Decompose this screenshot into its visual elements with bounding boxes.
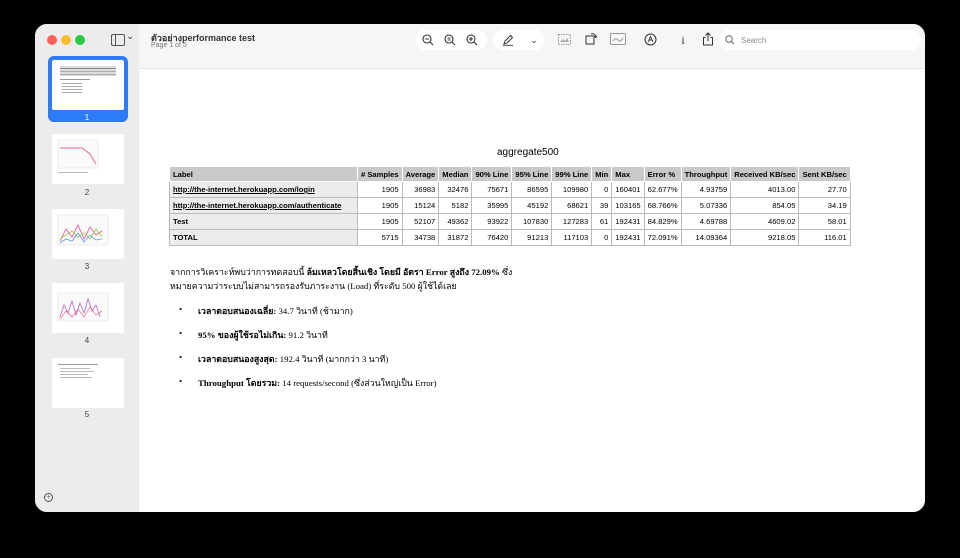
info-icon[interactable]: i <box>681 33 685 47</box>
thumbnail-sidebar <box>35 24 140 512</box>
table-cell: 32476 <box>439 182 472 198</box>
table-cell: 39 <box>592 198 612 214</box>
page-thumbnail-3[interactable] <box>52 209 124 259</box>
table-cell: 4.93759 <box>681 182 731 198</box>
page-number: 2 <box>84 188 90 197</box>
col-header: Min <box>592 167 612 182</box>
table-cell: 116.01 <box>799 230 850 246</box>
image-select-icon[interactable] <box>558 34 571 45</box>
table-cell: 75671 <box>472 182 512 198</box>
table-cell: 1905 <box>358 214 403 230</box>
table-cell: 854.05 <box>731 198 799 214</box>
table-cell: 109980 <box>552 182 592 198</box>
table-cell: 9218.05 <box>731 230 799 246</box>
col-header: Received KB/sec <box>731 167 799 182</box>
summary-emphasis: ล้มเหลวโดยสิ้นเชิง โดยมี อัตรา Error สูงถึง 72.09% <box>304 267 500 277</box>
bullet-icon: • <box>179 328 183 338</box>
bullet-label: Throughput โดยรวม: <box>198 378 280 388</box>
table-cell: 0 <box>592 182 612 198</box>
bullet-label: เวลาตอบสนองเฉลี่ย: <box>198 306 277 316</box>
table-cell: 15124 <box>402 198 439 214</box>
zoom-in-icon[interactable] <box>466 34 478 46</box>
bullet-icon: • <box>179 376 183 386</box>
page-thumbnail-4[interactable] <box>52 283 124 333</box>
bullet-value: 192.4 วินาที (มากกว่า 3 นาที) <box>277 354 389 364</box>
col-header: Max <box>612 167 644 182</box>
summary-paragraph <box>170 265 512 293</box>
table-cell: 72.091% <box>644 230 681 246</box>
table-cell: 61 <box>592 214 612 230</box>
table-cell: 5715 <box>358 230 403 246</box>
bullet-value: 91.2 วินาที <box>286 330 328 340</box>
preview-window <box>35 24 925 512</box>
table-cell: 68621 <box>552 198 592 214</box>
document-page <box>139 69 925 512</box>
table-cell: 1905 <box>358 182 403 198</box>
table-cell: 107830 <box>512 214 552 230</box>
table-row <box>170 182 851 198</box>
zoom-controls <box>415 30 487 50</box>
endpoint-link[interactable]: http://the-internet.herokuapp.com/login <box>170 182 358 198</box>
zoom-out-icon[interactable] <box>422 34 434 46</box>
rotate-icon[interactable] <box>585 32 598 45</box>
page-thumbnail-2[interactable] <box>52 134 124 184</box>
col-header: Sent KB/sec <box>799 167 850 182</box>
add-page-icon[interactable]: + <box>44 493 53 502</box>
table-cell: 117103 <box>552 230 592 246</box>
table-cell: 76420 <box>472 230 512 246</box>
table-cell: 4.69788 <box>681 214 731 230</box>
table-cell: 91213 <box>512 230 552 246</box>
col-header: Label <box>170 167 358 182</box>
col-header: 99% Line <box>552 167 592 182</box>
search-field[interactable] <box>719 30 921 50</box>
chevron-down-icon[interactable]: ⌄ <box>530 35 538 45</box>
close-window-button[interactable] <box>47 35 57 45</box>
document-title: ตัวอย่างperformance test <box>151 33 256 43</box>
col-header: 95% Line <box>512 167 552 182</box>
markup-controls <box>493 30 545 50</box>
table-row <box>170 214 851 230</box>
table-cell: 192431 <box>612 214 644 230</box>
sidebar-toggle-icon[interactable] <box>111 34 125 46</box>
table-cell: 0 <box>592 230 612 246</box>
table-cell: 5.07336 <box>681 198 731 214</box>
page-number: 4 <box>84 336 90 345</box>
actual-size-icon[interactable] <box>444 34 456 46</box>
page-number: 5 <box>84 410 90 419</box>
col-header: # Samples <box>358 167 403 182</box>
table-cell: 84.829% <box>644 214 681 230</box>
sidebar-options-chevron-icon[interactable]: ⌄ <box>126 31 135 42</box>
page-indicator: Page 1 of 5 <box>151 42 187 49</box>
markup-pen-icon[interactable] <box>502 34 514 46</box>
col-header: Average <box>402 167 439 182</box>
table-cell: 103165 <box>612 198 644 214</box>
table-cell: 45192 <box>512 198 552 214</box>
page-number: 1 <box>84 113 90 122</box>
table-cell: 52107 <box>402 214 439 230</box>
table-header-row <box>170 167 851 182</box>
share-icon[interactable] <box>702 32 714 46</box>
search-input[interactable] <box>739 33 913 48</box>
table-cell: 27.70 <box>799 182 850 198</box>
table-row <box>170 198 851 214</box>
bullet-value: 34.7 วินาที (ช้ามาก) <box>276 306 353 316</box>
row-label: Test <box>170 214 358 230</box>
report-title: aggregate500 <box>497 147 559 158</box>
col-header: 90% Line <box>472 167 512 182</box>
table-cell: 127283 <box>552 214 592 230</box>
table-cell: 49362 <box>439 214 472 230</box>
annotate-icon[interactable] <box>644 33 657 46</box>
search-icon <box>725 35 736 45</box>
bullet-icon: • <box>179 304 183 314</box>
minimize-window-button[interactable] <box>61 35 71 45</box>
page-thumbnail-5[interactable] <box>52 358 124 408</box>
maximize-window-button[interactable] <box>75 35 85 45</box>
table-cell: 93922 <box>472 214 512 230</box>
table-cell: 1905 <box>358 198 403 214</box>
col-header: Error % <box>644 167 681 182</box>
table-cell: 4609.02 <box>731 214 799 230</box>
bullet-label: เวลาตอบสนองสูงสุด: <box>198 354 278 364</box>
table-cell: 31872 <box>439 230 472 246</box>
col-header: Median <box>439 167 472 182</box>
endpoint-link[interactable]: http://the-internet.herokuapp.com/authenticate <box>170 198 358 214</box>
bullet-icon: • <box>179 352 183 362</box>
table-cell: 5182 <box>439 198 472 214</box>
table-cell: 86595 <box>512 182 552 198</box>
summary-tail: ซึ่ง <box>499 267 513 277</box>
table-cell: 192431 <box>612 230 644 246</box>
table-cell: 4013.00 <box>731 182 799 198</box>
table-cell: 14.09364 <box>681 230 731 246</box>
row-label: TOTAL <box>170 230 358 246</box>
table-cell: 58.01 <box>799 214 850 230</box>
table-cell: 35995 <box>472 198 512 214</box>
table-row <box>170 230 851 246</box>
bullet-value: 14 requests/second (ซึ่งส่วนใหญ่เป็น Error) <box>280 378 437 388</box>
table-cell: 68.766% <box>644 198 681 214</box>
sign-icon[interactable] <box>610 33 626 45</box>
aggregate-table <box>169 166 851 246</box>
summary-text: จากการวิเคราะห์พบว่าการทดสอบนี้ <box>170 267 305 277</box>
page-number: 3 <box>84 262 90 271</box>
col-header: Throughput <box>681 167 731 182</box>
page-1-preview <box>52 60 124 110</box>
table-cell: 34738 <box>402 230 439 246</box>
table-cell: 62.677% <box>644 182 681 198</box>
page-thumbnail-1[interactable] <box>48 56 128 122</box>
summary-text-line2: หมายความว่าระบบไม่สามารถรองรับภาระงาน (Load) ที่ระดับ 500 ผู้ใช้ได้เลย <box>170 281 457 291</box>
table-cell: 36983 <box>402 182 439 198</box>
bullet-label: 95% ของผู้ใช้รอไม่เกิน: <box>198 330 287 340</box>
table-cell: 34.19 <box>799 198 850 214</box>
toolbar <box>139 24 925 69</box>
table-cell: 160401 <box>612 182 644 198</box>
